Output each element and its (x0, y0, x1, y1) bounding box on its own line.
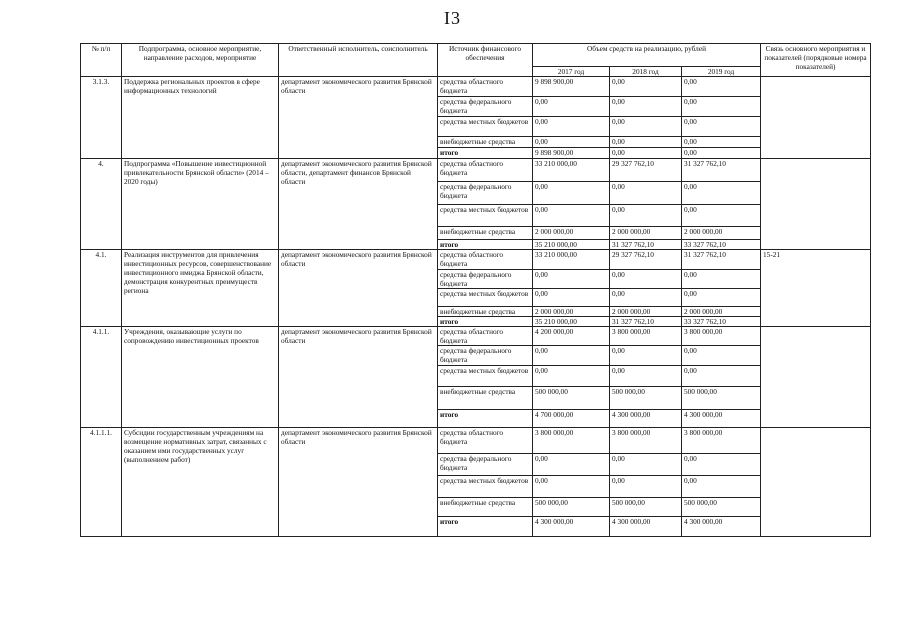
table-row (81, 327, 871, 346)
program-title: Подпрограмма «Повышение инвестиционной привлекательности Брянской области» (2014 – 2020 годы) (122, 159, 279, 250)
amount-2017: 500 000,00 (533, 387, 610, 410)
funding-source: внебюджетные средства (438, 498, 533, 517)
amount-2017: 2 000 000,00 (533, 227, 610, 240)
amount-2018: 2 000 000,00 (610, 307, 682, 317)
program-title: Поддержка региональных проектов в сфере информационных технологий (122, 77, 279, 159)
amount-2018: 0,00 (610, 117, 682, 137)
executor-text: департамент экономического развития Брянской области (279, 250, 438, 327)
amount-2018: 0,00 (610, 182, 682, 205)
table-row (81, 77, 871, 97)
funding-source: средства областного бюджета (438, 327, 533, 346)
amount-2019: 0,00 (682, 476, 761, 498)
amount-2019: 0,00 (682, 366, 761, 387)
program-title: Субсидии государственным учреждениям на возмещение нормативных затрат, связанных с оказанием ими государственных услуг (выполнением работ) (122, 428, 279, 537)
amount-2017: 0,00 (533, 289, 610, 307)
funding-source: средства областного бюджета (438, 159, 533, 182)
amount-2019: 500 000,00 (682, 498, 761, 517)
funding-source: средства федерального бюджета (438, 97, 533, 117)
source-total-label: итого (438, 240, 533, 250)
amount-2018: 0,00 (610, 366, 682, 387)
amount-2018: 3 800 000,00 (610, 327, 682, 346)
funding-source: внебюджетные средства (438, 137, 533, 148)
header-program: Подпрограмма, основное мероприятие, направление расходов, мероприятие (122, 44, 279, 77)
amount-2017: 4 300 000,00 (533, 517, 610, 537)
amount-2018: 4 300 000,00 (610, 410, 682, 428)
row-number: 4. (81, 159, 122, 250)
amount-2019: 500 000,00 (682, 387, 761, 410)
executor-text: департамент экономического развития Брянской области, департамент финансов Брянской области (279, 159, 438, 250)
amount-2019: 0,00 (682, 117, 761, 137)
amount-2018: 29 327 762,10 (610, 159, 682, 182)
table-row (81, 428, 871, 454)
amount-2019: 0,00 (682, 205, 761, 227)
amount-2019: 31 327 762,10 (682, 159, 761, 182)
amount-2019: 0,00 (682, 97, 761, 117)
funding-source: средства областного бюджета (438, 428, 533, 454)
amount-2019: 2 000 000,00 (682, 227, 761, 240)
row-number: 3.1.3. (81, 77, 122, 159)
funding-source: средства местных бюджетов (438, 205, 533, 227)
amount-2019: 33 327 762,10 (682, 317, 761, 327)
header-executor: Ответственный исполнитель, соисполнитель (279, 44, 438, 77)
funding-source: средства местных бюджетов (438, 289, 533, 307)
amount-2017: 0,00 (533, 205, 610, 227)
indicator-link (761, 159, 871, 250)
row-number: 4.1. (81, 250, 122, 327)
amount-2019: 3 800 000,00 (682, 428, 761, 454)
amount-2017: 9 898 900,00 (533, 77, 610, 97)
amount-2017: 0,00 (533, 346, 610, 366)
amount-2017: 0,00 (533, 182, 610, 205)
amount-2017: 0,00 (533, 117, 610, 137)
funding-source: внебюджетные средства (438, 307, 533, 317)
amount-2018: 500 000,00 (610, 498, 682, 517)
amount-2019: 4 300 000,00 (682, 410, 761, 428)
amount-2017: 35 210 000,00 (533, 317, 610, 327)
header-year-2019: 2019 год (682, 67, 761, 77)
program-title: Реализация инструментов для привлечения инвестиционных ресурсов, совершенствование инвестиционного имиджа Брянской области, демонстрация конкурентных преимуществ региона (122, 250, 279, 327)
amount-2018: 3 800 000,00 (610, 428, 682, 454)
source-total-label: итого (438, 317, 533, 327)
header-year-2018: 2018 год (610, 67, 682, 77)
header-indicator-link: Связь основного мероприятия и показателей (порядковые номера показателей) (761, 44, 871, 77)
table-row (81, 159, 871, 182)
amount-2018: 0,00 (610, 137, 682, 148)
amount-2017: 2 000 000,00 (533, 307, 610, 317)
amount-2017: 0,00 (533, 270, 610, 289)
amount-2017: 4 700 000,00 (533, 410, 610, 428)
funding-source: средства федерального бюджета (438, 182, 533, 205)
amount-2018: 0,00 (610, 289, 682, 307)
page-number: I3 (444, 8, 461, 28)
indicator-link (761, 428, 871, 537)
funding-source: средства федерального бюджета (438, 270, 533, 289)
amount-2019: 4 300 000,00 (682, 517, 761, 537)
amount-2018: 0,00 (610, 476, 682, 498)
funding-source: средства местных бюджетов (438, 476, 533, 498)
funding-source: средства местных бюджетов (438, 366, 533, 387)
source-total-label: итого (438, 410, 533, 428)
amount-2019: 0,00 (682, 270, 761, 289)
row-number: 4.1.1. (81, 327, 122, 428)
amount-2017: 4 200 000,00 (533, 327, 610, 346)
funding-source: средства федерального бюджета (438, 454, 533, 476)
executor-text: департамент экономического развития Брянской области (279, 327, 438, 428)
funding-source: средства местных бюджетов (438, 117, 533, 137)
source-total-label: итого (438, 517, 533, 537)
amount-2018: 29 327 762,10 (610, 250, 682, 270)
amount-2017: 0,00 (533, 97, 610, 117)
amount-2018: 0,00 (610, 346, 682, 366)
amount-2019: 3 800 000,00 (682, 327, 761, 346)
source-total-label: итого (438, 148, 533, 159)
funding-source: средства областного бюджета (438, 77, 533, 97)
executor-text: департамент экономического развития Брянской области (279, 428, 438, 537)
amount-2018: 2 000 000,00 (610, 227, 682, 240)
amount-2018: 500 000,00 (610, 387, 682, 410)
budget-table (80, 43, 871, 537)
amount-2019: 0,00 (682, 137, 761, 148)
amount-2018: 31 327 762,10 (610, 240, 682, 250)
table-row (81, 250, 871, 270)
amount-2019: 0,00 (682, 289, 761, 307)
amount-2017: 0,00 (533, 366, 610, 387)
amount-2018: 0,00 (610, 270, 682, 289)
amount-2017: 0,00 (533, 137, 610, 148)
table-header (81, 44, 871, 77)
amount-2018: 0,00 (610, 205, 682, 227)
amount-2019: 0,00 (682, 182, 761, 205)
amount-2017: 0,00 (533, 454, 610, 476)
funding-source: внебюджетные средства (438, 227, 533, 240)
amount-2017: 3 800 000,00 (533, 428, 610, 454)
program-title: Учреждения, оказывающие услуги по сопровождению инвестиционных проектов (122, 327, 279, 428)
row-number: 4.1.1.1. (81, 428, 122, 537)
amount-2019: 2 000 000,00 (682, 307, 761, 317)
amount-2019: 0,00 (682, 148, 761, 159)
header-year-2017: 2017 год (533, 67, 610, 77)
funding-source: внебюджетные средства (438, 387, 533, 410)
amount-2019: 33 327 762,10 (682, 240, 761, 250)
amount-2017: 33 210 000,00 (533, 250, 610, 270)
amount-2019: 0,00 (682, 77, 761, 97)
executor-text: департамент экономического развития Брянской области (279, 77, 438, 159)
amount-2018: 0,00 (610, 454, 682, 476)
amount-2017: 35 210 000,00 (533, 240, 610, 250)
funding-source: средства федерального бюджета (438, 346, 533, 366)
amount-2017: 9 898 900,00 (533, 148, 610, 159)
amount-2018: 0,00 (610, 97, 682, 117)
amount-2018: 0,00 (610, 148, 682, 159)
amount-2018: 31 327 762,10 (610, 317, 682, 327)
amount-2019: 31 327 762,10 (682, 250, 761, 270)
amount-2017: 33 210 000,00 (533, 159, 610, 182)
amount-2018: 4 300 000,00 (610, 517, 682, 537)
amount-2017: 0,00 (533, 476, 610, 498)
funding-source: средства областного бюджета (438, 250, 533, 270)
amount-2018: 0,00 (610, 77, 682, 97)
amount-2019: 0,00 (682, 454, 761, 476)
amount-2019: 0,00 (682, 346, 761, 366)
amount-2017: 500 000,00 (533, 498, 610, 517)
header-num: № п/п (81, 44, 122, 77)
header-volume: Объем средств на реализацию, рублей (533, 44, 761, 67)
indicator-link (761, 327, 871, 428)
indicator-link (761, 77, 871, 159)
indicator-link: 15-21 (761, 250, 871, 327)
header-source: Источник финансового обеспечения (438, 44, 533, 77)
table-body (81, 77, 871, 537)
